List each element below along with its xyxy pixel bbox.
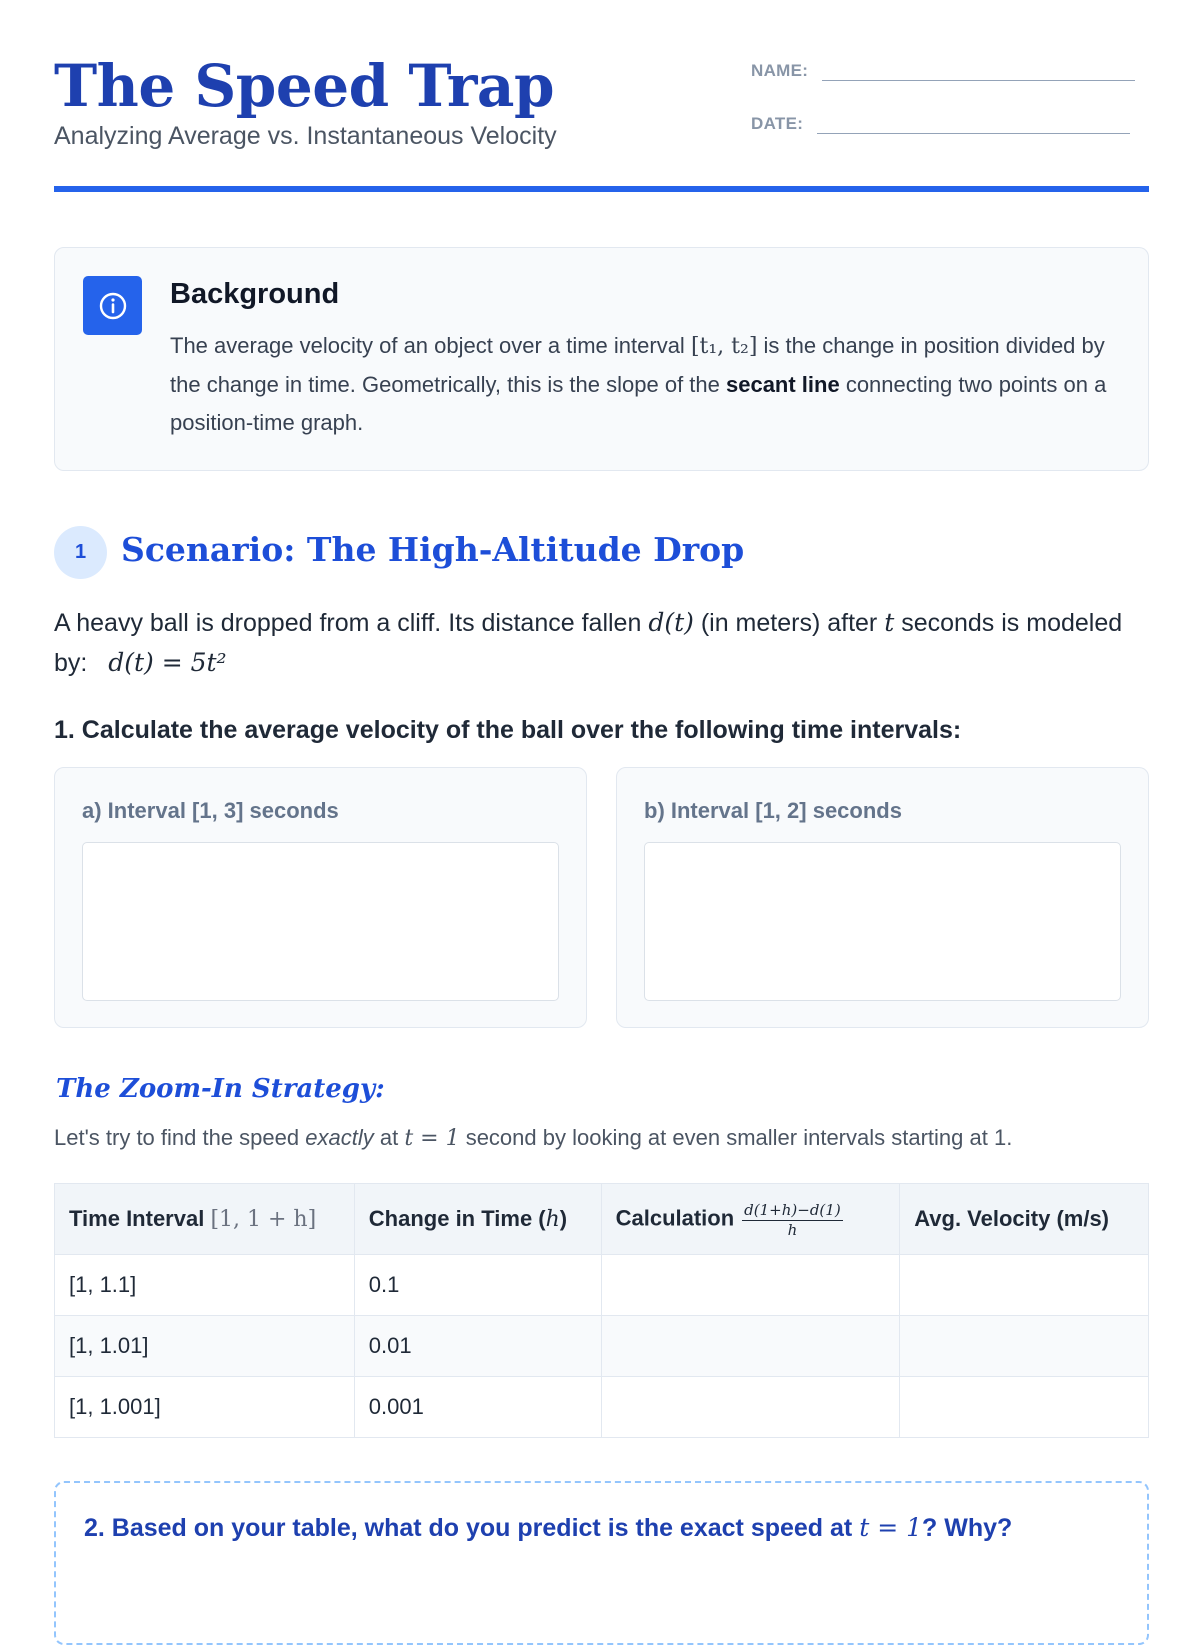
- answer-box-b[interactable]: [644, 842, 1121, 1001]
- scenario-text: A heavy ball is dropped from a cliff. Its distance fallen d(t) (in meters) after t seconds is modeled by: d(t) = 5t²: [54, 608, 1123, 677]
- position-formula: d(t) = 5t²: [108, 648, 227, 677]
- background-callout: [54, 247, 1149, 471]
- header-avg-velocity: Avg. Velocity (m/s): [900, 1184, 1149, 1255]
- answer-card-a: [54, 767, 587, 1028]
- secant-line-term: secant line: [725, 372, 840, 397]
- page-title: The Speed Trap: [54, 52, 555, 120]
- date-row: [751, 113, 1130, 134]
- cell-dt: 0.01: [354, 1316, 601, 1377]
- question-2: 2. Based on your table, what do you predict is the exact speed at t = 1? Why?: [84, 1513, 1013, 1542]
- answer-box-a[interactable]: [82, 842, 559, 1001]
- cell-calculation[interactable]: [601, 1316, 900, 1377]
- section-title: Scenario: The High-Altitude Drop: [121, 530, 745, 569]
- cell-avg-velocity[interactable]: [900, 1316, 1149, 1377]
- page-subtitle: Analyzing Average vs. Instantaneous Velocity: [54, 122, 557, 150]
- name-row: [751, 60, 1135, 81]
- cell-interval: [1, 1.01]: [55, 1316, 355, 1377]
- answer-label-a: a) Interval [1, 3] seconds: [82, 798, 339, 823]
- table-header-row: [55, 1184, 1149, 1255]
- header-time-interval: Time Interval [1, 1 + h]: [55, 1184, 355, 1255]
- table-row: [55, 1377, 1149, 1438]
- zoom-strategy-text: Let's try to find the speed exactly at t = 1 second by looking at even smaller intervals starting at 1.: [54, 1125, 1013, 1151]
- zoom-strategy-title: The Zoom-In Strategy:: [56, 1074, 385, 1104]
- cell-interval: [1, 1.1]: [55, 1255, 355, 1316]
- table-row: [55, 1255, 1149, 1316]
- name-field[interactable]: [822, 60, 1135, 81]
- header-change-in-time: Change in Time (h): [354, 1184, 601, 1255]
- info-icon: [83, 276, 142, 335]
- header-calculation: Calculation $\frac{d(1+h)-d(1)}{h}$: [601, 1184, 900, 1255]
- date-label: DATE:: [751, 114, 804, 133]
- difference-quotient: $\frac{d(1+h)-d(1)}{h}$: [744, 1200, 841, 1239]
- section-number-badge: 1: [54, 526, 107, 579]
- date-field[interactable]: [817, 113, 1130, 134]
- cell-calculation[interactable]: [601, 1255, 900, 1316]
- velocity-table: [54, 1183, 1149, 1438]
- cell-avg-velocity[interactable]: [900, 1377, 1149, 1438]
- cell-dt: 0.001: [354, 1377, 601, 1438]
- answer-card-b: [616, 767, 1149, 1028]
- cell-dt: 0.1: [354, 1255, 601, 1316]
- background-text: The average velocity of an object over a time interval [t₁, t₂] is the change in position divided by the change in time. Geometrically, this is the slope of the secant line connecting two points on a position-time graph.: [170, 333, 1107, 435]
- question-1: 1. Calculate the average velocity of the ball over the following time intervals:: [54, 716, 962, 744]
- header-divider: [54, 186, 1149, 192]
- answer-label-b: b) Interval [1, 2] seconds: [644, 798, 902, 823]
- cell-interval: [1, 1.001]: [55, 1377, 355, 1438]
- cell-calculation[interactable]: [601, 1377, 900, 1438]
- cell-avg-velocity[interactable]: [900, 1255, 1149, 1316]
- name-label: NAME:: [751, 61, 809, 80]
- question-2-box[interactable]: [54, 1481, 1149, 1645]
- interval-math: [t₁, t₂]: [690, 334, 758, 359]
- background-heading: Background: [170, 278, 340, 310]
- table-row: [55, 1316, 1149, 1377]
